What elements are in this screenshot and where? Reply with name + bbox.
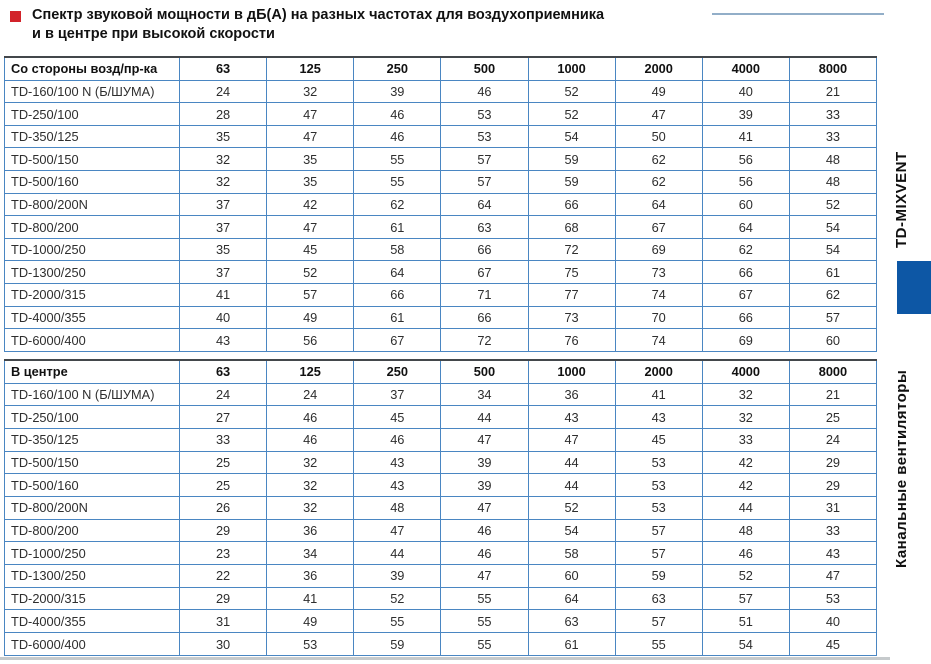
value-cell: 73 [615,261,702,284]
value-cell: 25 [789,406,876,429]
table-row [5,633,877,656]
value-cell: 45 [267,238,354,261]
page-title-line1: Спектр звуковой мощности в дБ(А) на разных частотах для воздухоприемника [32,7,605,23]
value-cell: 23 [180,542,267,565]
value-cell: 46 [441,519,528,542]
value-cell: 46 [354,103,441,126]
red-square-bullet-icon [10,11,21,22]
value-cell: 35 [267,148,354,171]
model-cell: TD-500/150 [5,451,180,474]
value-cell: 76 [528,329,615,352]
value-cell: 21 [789,383,876,406]
value-cell: 47 [441,497,528,520]
value-cell: 30 [180,633,267,656]
model-cell: TD-2000/315 [5,587,180,610]
frequency-header: 1000 [528,57,615,80]
value-cell: 39 [354,565,441,588]
value-cell: 61 [528,633,615,656]
table-row [5,610,877,633]
value-cell: 63 [615,587,702,610]
value-cell: 63 [441,216,528,239]
model-cell: TD-800/200 [5,216,180,239]
value-cell: 34 [267,542,354,565]
value-cell: 77 [528,284,615,307]
value-cell: 57 [789,306,876,329]
value-cell: 29 [789,451,876,474]
value-cell: 52 [528,103,615,126]
value-cell: 53 [615,451,702,474]
value-cell: 61 [354,216,441,239]
value-cell: 29 [180,519,267,542]
value-cell: 27 [180,406,267,429]
value-cell: 52 [354,587,441,610]
value-cell: 43 [528,406,615,429]
value-cell: 34 [441,383,528,406]
bottom-rule-shadow [0,657,890,660]
value-cell: 55 [441,610,528,633]
value-cell: 31 [180,610,267,633]
value-cell: 37 [180,261,267,284]
value-cell: 25 [180,474,267,497]
value-cell: 28 [180,103,267,126]
value-cell: 46 [267,406,354,429]
value-cell: 22 [180,565,267,588]
table-header-row [5,360,877,383]
value-cell: 41 [267,587,354,610]
value-cell: 67 [702,284,789,307]
value-cell: 35 [180,125,267,148]
model-cell: TD-1300/250 [5,565,180,588]
value-cell: 60 [528,565,615,588]
table-row [5,383,877,406]
model-cell: TD-1300/250 [5,261,180,284]
value-cell: 63 [528,610,615,633]
value-cell: 49 [267,610,354,633]
table-row [5,451,877,474]
value-cell: 47 [615,103,702,126]
value-cell: 64 [615,193,702,216]
table-row [5,565,877,588]
value-cell: 24 [789,428,876,451]
value-cell: 46 [441,80,528,103]
value-cell: 62 [354,193,441,216]
value-cell: 46 [354,125,441,148]
table-row [5,497,877,520]
value-cell: 29 [180,587,267,610]
value-cell: 44 [528,451,615,474]
value-cell: 57 [267,284,354,307]
value-cell: 49 [615,80,702,103]
frequency-header: 250 [354,360,441,383]
value-cell: 41 [702,125,789,148]
value-cell: 47 [267,125,354,148]
model-cell: TD-250/100 [5,103,180,126]
value-cell: 66 [441,306,528,329]
value-cell: 47 [267,103,354,126]
model-cell: TD-160/100 N (Б/ШУМА) [5,383,180,406]
value-cell: 57 [702,587,789,610]
value-cell: 43 [354,451,441,474]
value-cell: 52 [702,565,789,588]
value-cell: 54 [528,519,615,542]
frequency-header: 250 [354,57,441,80]
frequency-header: 500 [441,360,528,383]
sound-power-table-intake-side [4,56,877,352]
value-cell: 56 [702,148,789,171]
table-row [5,329,877,352]
value-cell: 57 [441,171,528,194]
value-cell: 37 [180,216,267,239]
table-row [5,519,877,542]
value-cell: 41 [180,284,267,307]
table-row [5,80,877,103]
value-cell: 57 [615,542,702,565]
value-cell: 46 [267,428,354,451]
model-cell: TD-500/150 [5,148,180,171]
frequency-header: 2000 [615,57,702,80]
value-cell: 54 [528,125,615,148]
model-cell: TD-1000/250 [5,238,180,261]
value-cell: 72 [441,329,528,352]
value-cell: 36 [528,383,615,406]
value-cell: 47 [789,565,876,588]
value-cell: 24 [180,383,267,406]
value-cell: 39 [354,80,441,103]
value-cell: 24 [180,80,267,103]
frequency-header: 8000 [789,57,876,80]
value-cell: 53 [441,125,528,148]
value-cell: 37 [354,383,441,406]
value-cell: 69 [702,329,789,352]
value-cell: 72 [528,238,615,261]
value-cell: 48 [789,148,876,171]
value-cell: 48 [789,171,876,194]
value-cell: 66 [441,238,528,261]
frequency-header: 2000 [615,360,702,383]
value-cell: 52 [267,261,354,284]
value-cell: 52 [789,193,876,216]
value-cell: 39 [702,103,789,126]
value-cell: 32 [267,80,354,103]
table-row [5,306,877,329]
value-cell: 64 [528,587,615,610]
table-row [5,406,877,429]
value-cell: 60 [789,329,876,352]
value-cell: 47 [441,428,528,451]
value-cell: 46 [441,542,528,565]
value-cell: 32 [267,497,354,520]
value-cell: 54 [702,633,789,656]
value-cell: 40 [702,80,789,103]
value-cell: 62 [789,284,876,307]
value-cell: 61 [789,261,876,284]
value-cell: 31 [789,497,876,520]
value-cell: 33 [789,103,876,126]
frequency-header: 125 [267,360,354,383]
model-cell: TD-800/200 [5,519,180,542]
value-cell: 36 [267,519,354,542]
table-row [5,103,877,126]
table-row [5,428,877,451]
sidebar-series-label: TD-MIXVENT [893,151,910,248]
value-cell: 47 [267,216,354,239]
value-cell: 39 [441,474,528,497]
value-cell: 75 [528,261,615,284]
value-cell: 64 [702,216,789,239]
title-rule-line [712,13,884,15]
frequency-header: 63 [180,360,267,383]
table-row [5,238,877,261]
value-cell: 43 [180,329,267,352]
table-row [5,216,877,239]
table-row [5,587,877,610]
value-cell: 73 [528,306,615,329]
value-cell: 66 [528,193,615,216]
model-cell: TD-800/200N [5,497,180,520]
value-cell: 44 [528,474,615,497]
frequency-header: 63 [180,57,267,80]
page-title [32,6,604,44]
value-cell: 33 [180,428,267,451]
table-header-label: В центре [5,360,180,383]
value-cell: 57 [615,610,702,633]
value-cell: 33 [789,125,876,148]
value-cell: 39 [441,451,528,474]
value-cell: 47 [354,519,441,542]
model-cell: TD-500/160 [5,171,180,194]
value-cell: 53 [615,497,702,520]
value-cell: 25 [180,451,267,474]
value-cell: 70 [615,306,702,329]
model-cell: TD-4000/355 [5,306,180,329]
value-cell: 40 [789,610,876,633]
value-cell: 59 [354,633,441,656]
value-cell: 44 [702,497,789,520]
value-cell: 55 [354,171,441,194]
model-cell: TD-2000/315 [5,284,180,307]
model-cell: TD-350/125 [5,125,180,148]
value-cell: 48 [354,497,441,520]
value-cell: 55 [354,610,441,633]
value-cell: 35 [267,171,354,194]
value-cell: 62 [702,238,789,261]
value-cell: 53 [267,633,354,656]
table-row [5,193,877,216]
value-cell: 60 [702,193,789,216]
frequency-header: 1000 [528,360,615,383]
table-row [5,261,877,284]
sidebar-blue-square [897,261,931,314]
value-cell: 67 [441,261,528,284]
value-cell: 42 [702,451,789,474]
value-cell: 36 [267,565,354,588]
value-cell: 48 [702,519,789,542]
value-cell: 53 [789,587,876,610]
value-cell: 55 [615,633,702,656]
value-cell: 33 [702,428,789,451]
value-cell: 29 [789,474,876,497]
model-cell: TD-160/100 N (Б/ШУМА) [5,80,180,103]
frequency-header: 4000 [702,360,789,383]
value-cell: 66 [354,284,441,307]
model-cell: TD-1000/250 [5,542,180,565]
value-cell: 32 [702,406,789,429]
value-cell: 61 [354,306,441,329]
value-cell: 51 [702,610,789,633]
value-cell: 32 [180,171,267,194]
value-cell: 21 [789,80,876,103]
sidebar-category-label: Канальные вентиляторы [893,369,910,568]
frequency-header: 4000 [702,57,789,80]
value-cell: 44 [354,542,441,565]
value-cell: 42 [267,193,354,216]
value-cell: 55 [354,148,441,171]
model-cell: TD-350/125 [5,428,180,451]
value-cell: 47 [528,428,615,451]
section-title [10,6,710,44]
value-cell: 64 [441,193,528,216]
value-cell: 49 [267,306,354,329]
value-cell: 45 [354,406,441,429]
value-cell: 74 [615,284,702,307]
value-cell: 45 [789,633,876,656]
value-cell: 64 [354,261,441,284]
value-cell: 33 [789,519,876,542]
value-cell: 43 [615,406,702,429]
value-cell: 26 [180,497,267,520]
value-cell: 32 [267,474,354,497]
value-cell: 47 [441,565,528,588]
value-cell: 43 [354,474,441,497]
value-cell: 56 [267,329,354,352]
value-cell: 43 [789,542,876,565]
model-cell: TD-4000/355 [5,610,180,633]
value-cell: 71 [441,284,528,307]
table-row [5,474,877,497]
frequency-header: 8000 [789,360,876,383]
value-cell: 45 [615,428,702,451]
model-cell: TD-6000/400 [5,633,180,656]
table-row [5,284,877,307]
table-header-row [5,57,877,80]
value-cell: 53 [615,474,702,497]
value-cell: 67 [354,329,441,352]
frequency-header: 125 [267,57,354,80]
table-row [5,542,877,565]
table-header-label: Со стороны возд/пр-ка [5,57,180,80]
table-row [5,148,877,171]
value-cell: 56 [702,171,789,194]
value-cell: 52 [528,497,615,520]
value-cell: 67 [615,216,702,239]
value-cell: 57 [615,519,702,542]
value-cell: 58 [354,238,441,261]
value-cell: 32 [702,383,789,406]
table-row [5,171,877,194]
value-cell: 58 [528,542,615,565]
page-title-line2: и в центре при высокой скорости [32,26,275,42]
value-cell: 53 [441,103,528,126]
table-row [5,125,877,148]
value-cell: 66 [702,261,789,284]
value-cell: 44 [441,406,528,429]
tables-area [4,56,877,656]
value-cell: 62 [615,171,702,194]
value-cell: 68 [528,216,615,239]
sound-power-table-center [4,359,877,656]
frequency-header: 500 [441,57,528,80]
value-cell: 54 [789,238,876,261]
value-cell: 46 [702,542,789,565]
value-cell: 55 [441,587,528,610]
value-cell: 41 [615,383,702,406]
value-cell: 57 [441,148,528,171]
value-cell: 52 [528,80,615,103]
value-cell: 32 [267,451,354,474]
value-cell: 50 [615,125,702,148]
value-cell: 24 [267,383,354,406]
value-cell: 59 [615,565,702,588]
value-cell: 55 [441,633,528,656]
value-cell: 46 [354,428,441,451]
value-cell: 59 [528,148,615,171]
value-cell: 69 [615,238,702,261]
value-cell: 62 [615,148,702,171]
model-cell: TD-800/200N [5,193,180,216]
model-cell: TD-6000/400 [5,329,180,352]
value-cell: 32 [180,148,267,171]
value-cell: 54 [789,216,876,239]
value-cell: 59 [528,171,615,194]
model-cell: TD-250/100 [5,406,180,429]
value-cell: 74 [615,329,702,352]
model-cell: TD-500/160 [5,474,180,497]
value-cell: 42 [702,474,789,497]
value-cell: 40 [180,306,267,329]
value-cell: 35 [180,238,267,261]
value-cell: 37 [180,193,267,216]
value-cell: 66 [702,306,789,329]
